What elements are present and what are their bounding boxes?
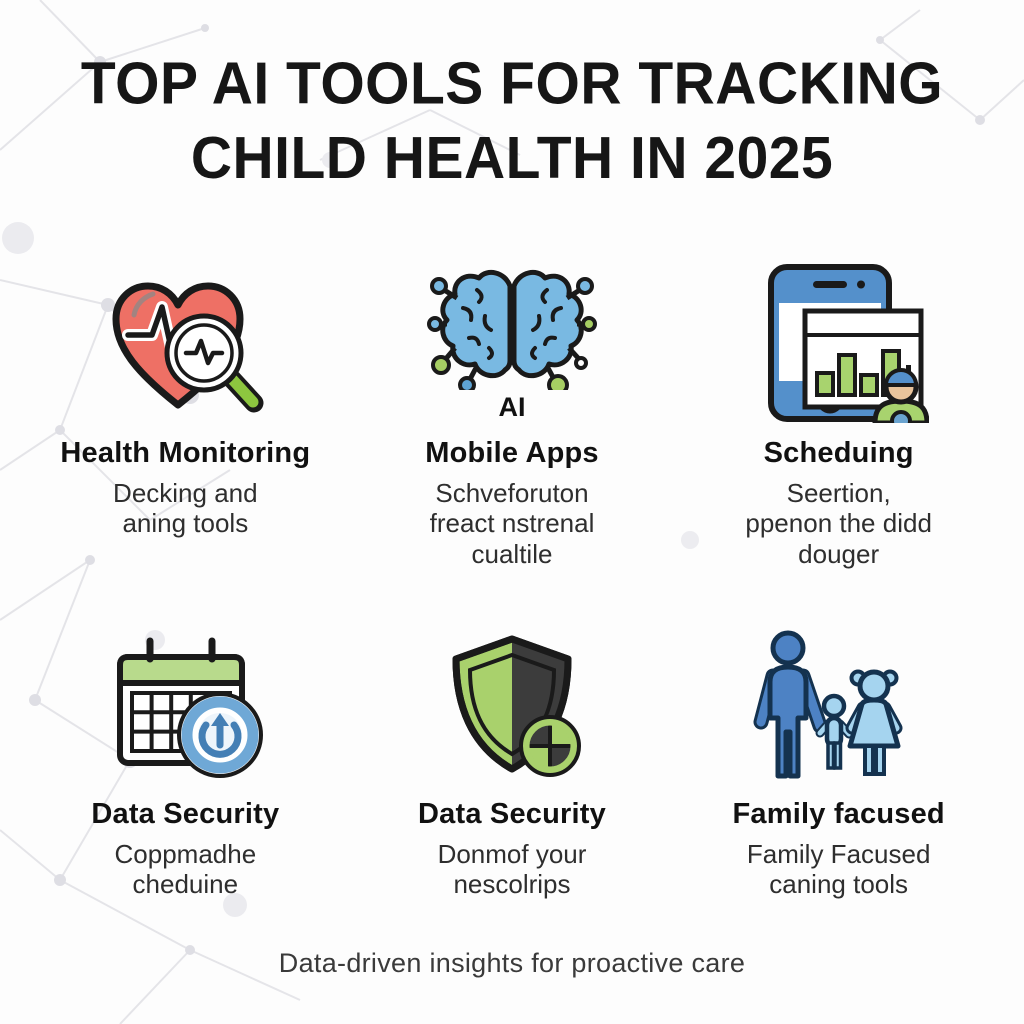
icon-wrap	[427, 248, 597, 423]
ai-icon-label: AI	[498, 391, 526, 422]
card-title: Data Security	[91, 797, 280, 830]
phone-analytics-person-icon	[749, 263, 929, 423]
header	[0, 0, 1024, 194]
page-title	[0, 47, 1024, 196]
calendar-sync-icon	[100, 629, 270, 784]
card-family-focused	[675, 616, 1002, 900]
icon-wrap	[100, 616, 270, 784]
page-title-line1: TOP AI TOOLS FOR TRACKING	[80, 50, 944, 117]
card-title: Family facused	[732, 797, 945, 830]
icon-wrap	[100, 248, 270, 423]
card-mobile-apps	[349, 248, 676, 570]
card-subtitle: Donmof your nescolrips	[437, 838, 587, 900]
page-title-line2: CHILD HEALTH IN 2025	[190, 124, 834, 192]
card-data-security-shield	[349, 616, 676, 900]
icon-wrap	[427, 616, 597, 784]
card-subtitle: Decking and aning tools	[113, 477, 258, 539]
card-subtitle: Seertion, ppenon the didd douger	[745, 477, 932, 569]
card-subtitle: Family Facused caning tools	[746, 838, 931, 900]
card-title: Scheduing	[763, 436, 914, 469]
card-health-monitoring	[22, 248, 349, 570]
icon-wrap	[749, 248, 929, 423]
icon-wrap	[746, 616, 931, 784]
ai-brain-circuit-icon	[427, 262, 597, 390]
footer-tagline: Data-driven insights for proactive care	[278, 947, 746, 978]
card-subtitle: Schveforuton freact nstrenal cualtile	[429, 477, 595, 569]
shield-checker-icon	[427, 629, 597, 784]
card-title: Health Monitoring	[60, 436, 311, 469]
card-scheduling	[675, 248, 1002, 570]
card-title: Data Security	[418, 797, 606, 830]
heart-pulse-magnifier-icon	[100, 273, 270, 423]
feature-grid	[0, 248, 1024, 900]
card-data-security-calendar	[22, 616, 349, 900]
family-figures-icon	[746, 626, 931, 784]
card-subtitle: Coppmadhe cheduine	[114, 838, 257, 900]
card-title: Mobile Apps	[425, 436, 599, 469]
